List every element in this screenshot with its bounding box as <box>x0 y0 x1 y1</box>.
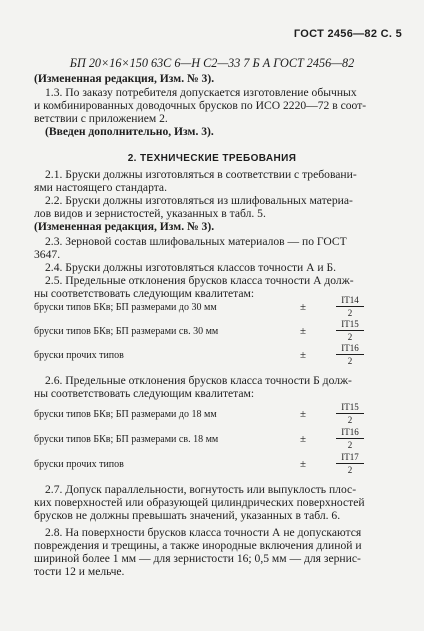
tolerance-fraction <box>336 402 364 425</box>
paragraph-1-3-line-2: и комбинированных доводочных брусков по ИСО 2220—72 в соот- <box>34 99 367 112</box>
plus-minus-sign: ± <box>300 349 307 361</box>
tolerance-fraction <box>336 295 364 318</box>
plus-minus-sign: ± <box>300 408 307 420</box>
paragraph-2-8-line-4: тости 12 и мельче. <box>34 565 125 578</box>
tolerance-row-label: бруски прочих типов <box>34 459 124 470</box>
tolerance-fraction <box>336 343 364 366</box>
plus-minus-sign: ± <box>300 433 307 445</box>
fraction-numerator: IT17 <box>336 452 364 464</box>
paragraph-2-4: 2.4. Бруски должны изготовляться классов точности А и Б. <box>45 261 337 274</box>
paragraph-2-8-line-1: 2.8. На поверхности брусков класса точности А не допускаются <box>45 526 362 539</box>
fraction-numerator: IT16 <box>336 343 364 355</box>
amendment-note: (Введен дополнительно, Изм. 3). <box>45 125 214 138</box>
fraction-denominator: 2 <box>347 440 353 450</box>
paragraph-2-2-line-2: лов видов и зернистостей, указанных в табл. 5. <box>34 207 266 220</box>
paragraph-2-1-line-2: ями настоящего стандарта. <box>34 181 167 194</box>
fraction-numerator: IT15 <box>336 319 364 331</box>
paragraph-1-3-line-3: ветствии с приложением 2. <box>34 112 168 125</box>
paragraph-2-7-line-1: 2.7. Допуск параллельности, вогнутость или выпуклость плос- <box>45 483 357 496</box>
fraction-denominator: 2 <box>347 308 353 318</box>
plus-minus-sign: ± <box>300 458 307 470</box>
paragraph-2-5-line-1: 2.5. Предельные отклонения брусков класса точности А долж- <box>45 274 354 287</box>
amendment-note: (Измененная редакция, Изм. № 3). <box>34 72 215 85</box>
fraction-denominator: 2 <box>347 415 353 425</box>
page-header: ГОСТ 2456—82 С. 5 <box>293 28 402 40</box>
tolerance-fraction <box>336 427 364 450</box>
tolerance-row-label: бруски типов БКв; БП размерами св. 30 мм <box>34 326 219 337</box>
paragraph-2-1-line-1: 2.1. Бруски должны изготовляться в соответствии с требовани- <box>45 168 357 181</box>
tolerance-fraction <box>336 319 364 342</box>
amendment-note: (Измененная редакция, Изм. № 3). <box>34 220 215 233</box>
paragraph-1-3-line-1: 1.3. По заказу потребителя допускается изготовление обычных <box>45 86 357 99</box>
tolerance-fraction <box>336 452 364 475</box>
paragraph-2-6-line-1: 2.6. Предельные отклонения брусков класса точности Б долж- <box>45 374 352 387</box>
paragraph-2-8-line-2: повреждения и трещины, а также инородные включения длиной и <box>34 539 362 552</box>
tolerance-row-label: бруски типов БКв; БП размерами до 30 мм <box>34 302 217 313</box>
paragraph-2-3-line-2: 3647. <box>34 248 61 261</box>
paragraph-2-7-line-2: ких поверхностей или образующей цилиндрических поверхностей <box>34 496 365 509</box>
fraction-numerator: IT14 <box>336 295 364 307</box>
paragraph-2-5-line-2: ны соответствовать следующим квалитетам: <box>34 287 255 300</box>
fraction-denominator: 2 <box>347 465 353 475</box>
tolerance-row-label: бруски типов БКв; БП размерами до 18 мм <box>34 409 217 420</box>
section-title: 2. ТЕХНИЧЕСКИЕ ТРЕБОВАНИЯ <box>127 153 297 164</box>
fraction-denominator: 2 <box>347 332 353 342</box>
fraction-numerator: IT15 <box>336 402 364 414</box>
plus-minus-sign: ± <box>300 325 307 337</box>
paragraph-2-2-line-1: 2.2. Бруски должны изготовляться из шлифовальных материа- <box>45 194 353 207</box>
paragraph-2-6-line-2: ны соответствовать следующим квалитетам: <box>34 387 255 400</box>
tolerance-row-label: бруски прочих типов <box>34 350 124 361</box>
paragraph-2-3-line-1: 2.3. Зерновой состав шлифовальных материалов — по ГОСТ <box>45 235 347 248</box>
tolerance-row-label: бруски типов БКв; БП размерами св. 18 мм <box>34 434 219 445</box>
paragraph-2-7-line-3: брусков не должны превышать значений, указанных в табл. 6. <box>34 509 341 522</box>
paragraph-2-8-line-3: шириной более 1 мм — для зернистости 16; 0,5 мм — для зернис- <box>34 552 361 565</box>
designation-example: БП 20×16×150 63С 6—Н С2—33 7 Б А ГОСТ 2456—82 <box>69 56 355 70</box>
fraction-numerator: IT16 <box>336 427 364 439</box>
fraction-denominator: 2 <box>347 356 353 366</box>
plus-minus-sign: ± <box>300 301 307 313</box>
